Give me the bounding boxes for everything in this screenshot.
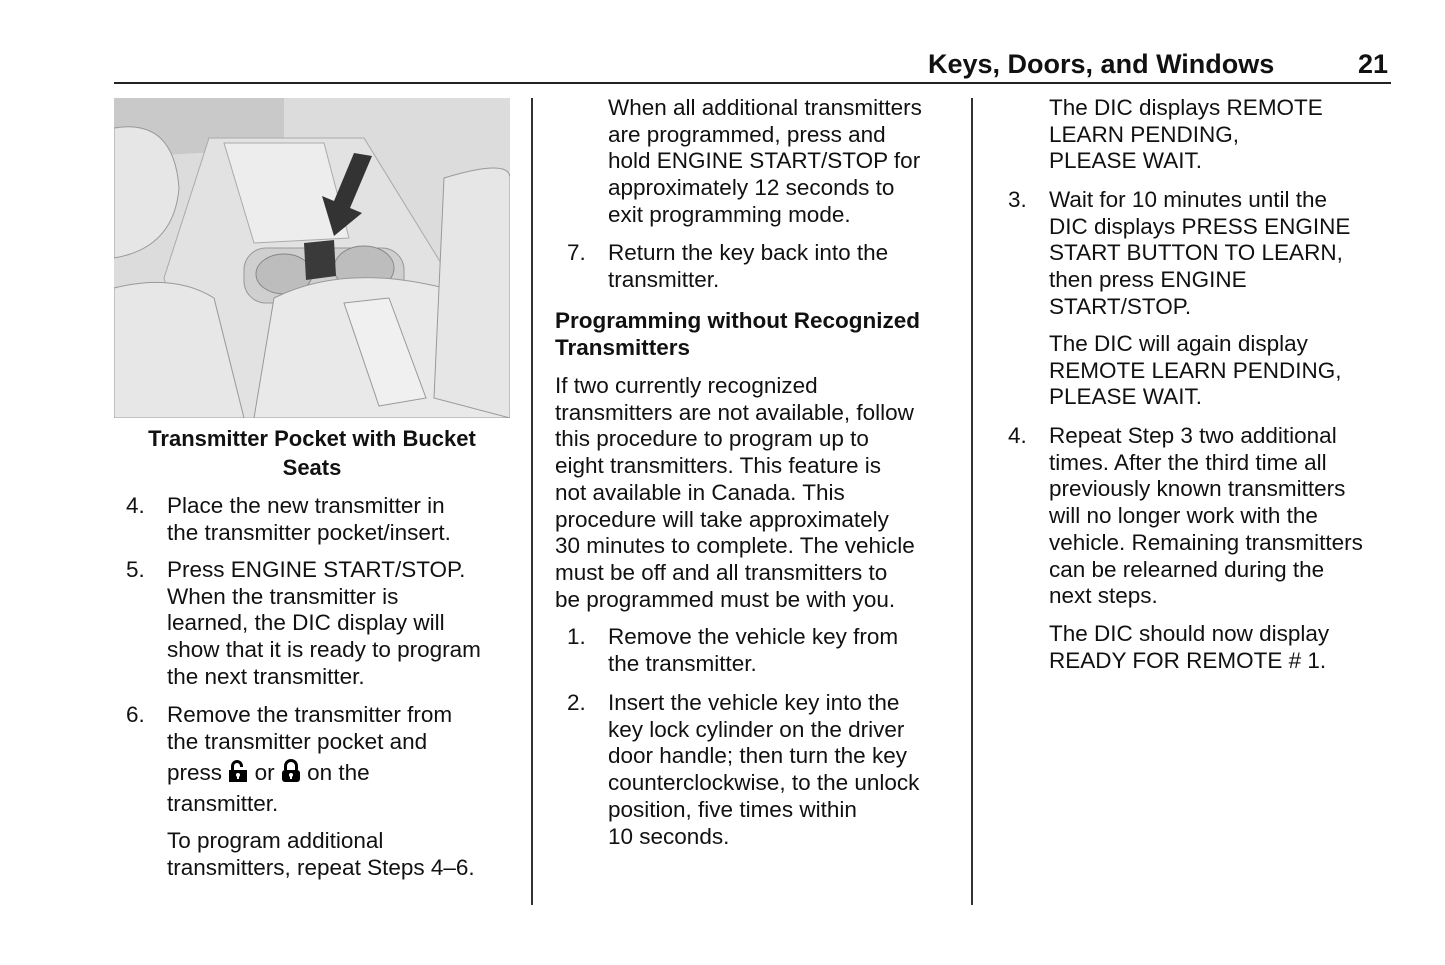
figure-caption	[114, 424, 510, 482]
step-6-text	[167, 702, 452, 818]
text-line: position, five times within	[608, 796, 857, 822]
text-line: approximately 12 seconds to	[608, 175, 895, 201]
text-line: Place the new transmitter in	[167, 493, 445, 518]
text-line: Press ENGINE START/STOP.	[167, 557, 466, 582]
text-line: PLEASE WAIT.	[1049, 384, 1202, 410]
text-line: learned, the DIC display will	[167, 610, 445, 636]
text-line: must be off and all transmitters to	[555, 559, 888, 585]
unlock-icon	[228, 759, 248, 791]
list-item-text	[608, 240, 888, 293]
text-line: PLEASE WAIT.	[1049, 148, 1202, 174]
step-number: 7.	[567, 240, 586, 265]
text-segment: or	[254, 760, 275, 786]
text-line: When all additional transmitters	[608, 95, 922, 120]
text-line: previously known transmitters	[1049, 476, 1346, 502]
text-line: vehicle. Remaining transmitters	[1049, 529, 1363, 555]
list-item-text	[608, 690, 919, 850]
header-rule	[114, 82, 1391, 84]
text-line: the transmitter pocket and	[167, 728, 428, 754]
text-line: 10 seconds.	[608, 823, 730, 849]
text-line: Remove the vehicle key from	[608, 624, 899, 649]
step-number: 6.	[126, 702, 145, 727]
paragraph	[1049, 331, 1342, 411]
paragraph	[555, 373, 915, 613]
text-line: transmitter.	[608, 266, 720, 292]
step-number: 4.	[126, 493, 145, 518]
text-line: the transmitter.	[608, 650, 757, 676]
section-heading	[555, 308, 920, 361]
text-line: Return the key back into the	[608, 240, 889, 265]
text-line: eight transmitters. This feature is	[555, 453, 881, 479]
text-line: READY FOR REMOTE # 1.	[1049, 647, 1327, 673]
text-line: then press ENGINE	[1049, 267, 1247, 293]
lock-icon	[281, 759, 301, 791]
text-line: next steps.	[1049, 583, 1158, 609]
text-line: Transmitters	[555, 334, 691, 360]
text-line: procedure will take approximately	[555, 506, 889, 532]
paragraph	[1049, 95, 1323, 175]
text-segment: on the	[307, 760, 370, 786]
text-line: transmitters are not available, follow	[555, 399, 914, 425]
note-paragraph	[167, 828, 475, 881]
text-line: Wait for 10 minutes until the	[1049, 187, 1328, 212]
list-item-text	[1049, 187, 1350, 321]
text-line: times. After the third time all	[1049, 449, 1327, 475]
text-line: are programmed, press and	[608, 121, 886, 147]
text-line: The DIC will again display	[1049, 331, 1308, 356]
text-line: the next transmitter.	[167, 663, 365, 689]
text-line: show that it is ready to program	[167, 637, 481, 663]
text-line: To program additional	[167, 828, 384, 853]
text-line: not available in Canada. This	[555, 479, 845, 505]
list-item-text	[608, 624, 898, 677]
text-line: be programmed must be with you.	[555, 586, 896, 612]
text-line: When the transmitter is	[167, 583, 399, 609]
text-line: Repeat Step 3 two additional	[1049, 423, 1337, 448]
paragraph	[608, 95, 922, 229]
text-line: DIC displays PRESS ENGINE	[1049, 213, 1351, 239]
caption-line: Seats	[282, 455, 342, 480]
list-item-text	[1049, 423, 1363, 610]
text-line: 30 minutes to complete. The vehicle	[555, 533, 915, 559]
step-5-text	[167, 557, 481, 691]
text-line: key lock cylinder on the driver	[608, 716, 905, 742]
caption-line: Transmitter Pocket with Bucket	[148, 426, 476, 451]
text-line: this procedure to program up to	[555, 426, 869, 452]
text-line: If two currently recognized	[555, 373, 818, 398]
step-number: 4.	[1008, 423, 1027, 448]
step-number: 3.	[1008, 187, 1027, 212]
text-line: The DIC should now display	[1049, 621, 1330, 646]
transmitter-pocket-illustration	[114, 98, 510, 418]
paragraph	[1049, 621, 1329, 674]
text-line: The DIC displays REMOTE	[1049, 95, 1323, 120]
step-number: 2.	[567, 690, 586, 715]
text-line: the transmitter pocket/insert.	[167, 519, 451, 545]
column-divider	[531, 98, 533, 905]
text-line: will no longer work with the	[1049, 503, 1318, 529]
step-4-text	[167, 493, 451, 546]
text-line: Programming without Recognized	[555, 308, 921, 333]
text-line: transmitter.	[167, 791, 279, 817]
text-line: transmitters, repeat Steps 4–6.	[167, 854, 475, 880]
text-line: Insert the vehicle key into the	[608, 690, 900, 715]
text-line: START/STOP.	[1049, 293, 1192, 319]
text-line: counterclockwise, to the unlock	[608, 770, 920, 796]
text-line: START BUTTON TO LEARN,	[1049, 240, 1343, 266]
text-line	[167, 757, 452, 791]
step-number: 1.	[567, 624, 586, 649]
text-line: LEARN PENDING,	[1049, 121, 1240, 147]
text-line: hold ENGINE START/STOP for	[608, 148, 921, 174]
text-line: Remove the transmitter from	[167, 702, 453, 727]
step-number: 5.	[126, 557, 145, 582]
column-divider	[971, 98, 973, 905]
page-number: 21	[1358, 49, 1389, 79]
text-segment: press	[167, 760, 223, 786]
text-line: can be relearned during the	[1049, 556, 1325, 582]
text-line: exit programming mode.	[608, 201, 851, 227]
text-line: door handle; then turn the key	[608, 743, 907, 769]
section-title: Keys, Doors, and Windows	[928, 49, 1275, 79]
text-line: REMOTE LEARN PENDING,	[1049, 357, 1342, 383]
